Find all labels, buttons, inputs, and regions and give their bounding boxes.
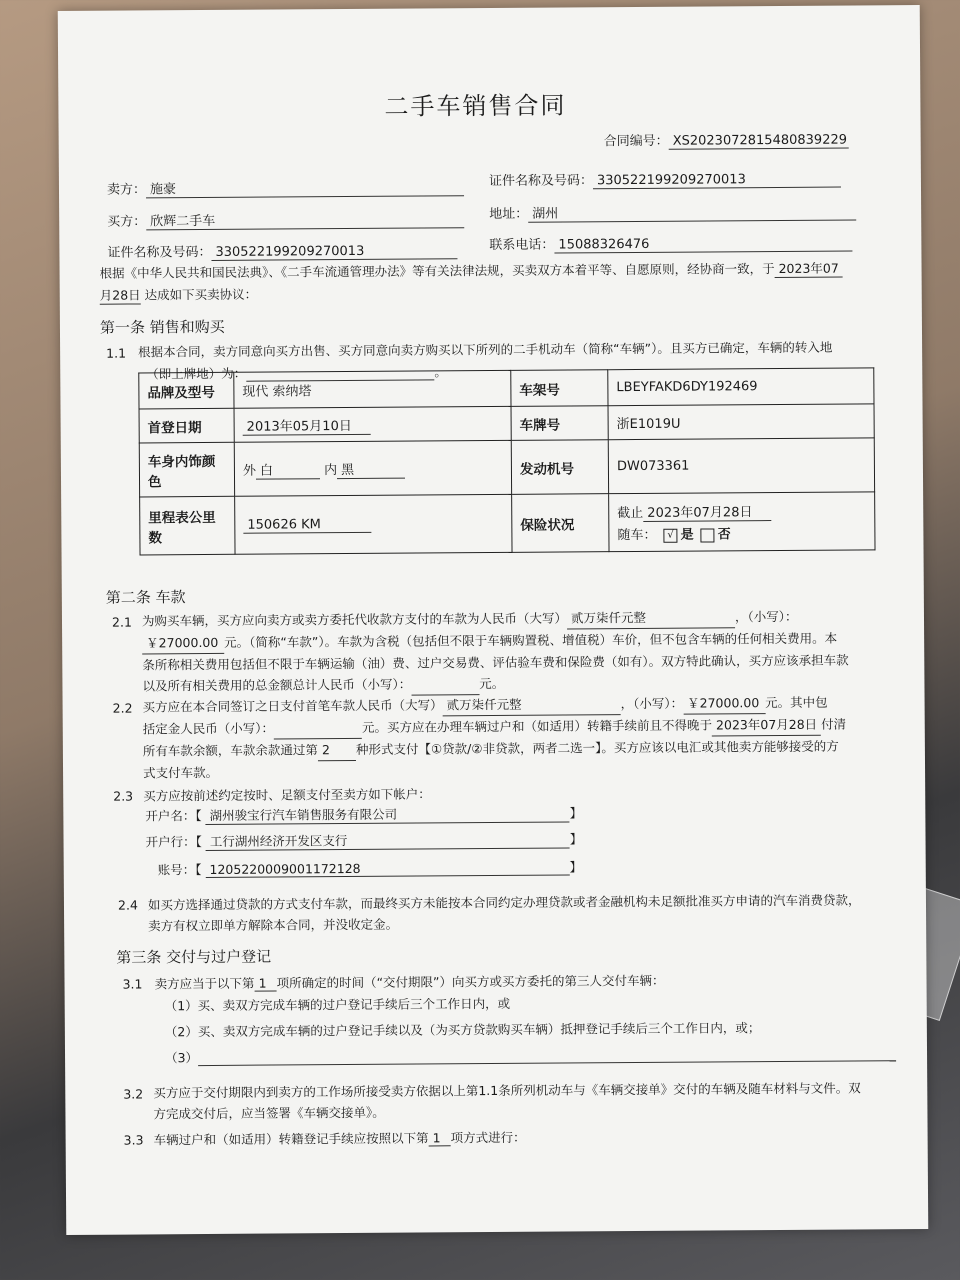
- table-row: [140, 492, 875, 555]
- reg-date-cell: [234, 406, 511, 442]
- p22-amount: ￥27000.00: [683, 692, 765, 715]
- p22-text-i: 式支付车款。: [143, 764, 219, 781]
- p33-text-a: 车辆过户和（如适用）转籍登记手续应按照以下第: [153, 1130, 429, 1148]
- paragraph-2-4: [148, 889, 868, 936]
- account-name-row: [145, 803, 582, 825]
- preamble-date-part1: 2023年07: [775, 259, 843, 278]
- with-car-label: 随车：: [617, 527, 657, 544]
- account-name: 湖州骏宝行汽车销售服务有限公司: [206, 803, 570, 825]
- no-checkbox: [701, 528, 715, 542]
- contract-page: [58, 5, 929, 1235]
- seller-label: 卖方：: [106, 182, 147, 198]
- account-number-row: [158, 857, 582, 878]
- account-bank-label: 开户行：【: [145, 834, 202, 850]
- p22-deadline: 2023年07月28日: [712, 714, 821, 737]
- buyer-name: 欣辉二手车: [146, 208, 464, 230]
- p22-num: 2.2: [112, 700, 133, 716]
- vin-value: LBEYFAKD6DY192469: [608, 368, 874, 406]
- preamble-date-part2: 月28日: [99, 287, 141, 303]
- vehicle-info-table: [138, 367, 875, 555]
- section3-heading: 第三条 交付与过户登记: [116, 947, 272, 967]
- yes-label: 是: [680, 527, 694, 543]
- phone-label: 联系电话：: [489, 237, 555, 254]
- p24-text-b: 卖方有权立即单方解除本合同，并没收定金。: [148, 916, 399, 934]
- p31-text-a: 卖方应当于以下第: [154, 975, 255, 992]
- delivery-option-2: （2）买、卖双方完成车辆的过户登记手续以及（为买方贷款购买车辆）抵押登记手续后三个工作日内，或；: [164, 1020, 761, 1040]
- p33-num: 3.3: [123, 1132, 144, 1148]
- p22-text-d: 括定金人民币（小写）：: [142, 720, 275, 737]
- insurance-until-prefix: 截止: [617, 505, 644, 522]
- color-cell: [234, 440, 511, 496]
- delivery-option-3: [165, 1043, 896, 1066]
- contract-number: [604, 129, 849, 151]
- p24-text-a: 如买方选择通过贷款的方式支付车款，而最终买方未能按本合同约定办理贷款或者金融机构未足额批准买方申请的汽车消费贷款，: [147, 892, 861, 913]
- p32-num: 3.2: [123, 1086, 144, 1102]
- section1-text2-end: 。: [434, 364, 447, 380]
- yes-checkbox: √: [664, 528, 678, 542]
- section2-heading: 第二条 车款: [105, 588, 186, 607]
- section1-heading: 第一条 销售和购买: [99, 317, 225, 337]
- table-row: [139, 404, 874, 443]
- p23-num: 2.3: [113, 788, 134, 804]
- contract-number-label: 合同编号：: [603, 133, 669, 150]
- preamble-line1: [100, 259, 843, 283]
- table-row: [139, 438, 874, 497]
- buyer-id-row: [107, 239, 457, 261]
- mileage-label: 里程表公里数: [140, 496, 235, 555]
- paragraph-3-2: [153, 1077, 873, 1124]
- engine-label: 发动机号: [511, 440, 608, 495]
- phone-row: [489, 231, 852, 254]
- p33-item: 1: [429, 1130, 451, 1146]
- address: 湖州: [528, 200, 856, 222]
- p31-num: 3.1: [122, 976, 143, 992]
- plate-label: 车牌号: [511, 406, 608, 441]
- buyer-id: 330522199209270013: [211, 243, 457, 261]
- insurance-until: 2023年07月28日: [643, 501, 771, 522]
- p21-text-c: 元。（简称“车款”）。车款为含税（包括但不限于车辆购置税、增值税）车价，但不包含车辆的任何相关费用。本: [224, 630, 838, 650]
- insurance-cell: [609, 492, 875, 552]
- p22-text-b: ，（小写）：: [620, 695, 684, 712]
- interior-color: 黑: [337, 458, 405, 478]
- bracket-close: 】: [569, 831, 583, 847]
- seller-id: 330522199209270013: [593, 172, 841, 190]
- buyer-id-label: 证件名称及号码：: [107, 244, 212, 261]
- p32-text-b: 方完成交付后，应当签署《车辆交接单》。: [153, 1104, 385, 1122]
- account-number-label: 账号：【: [157, 862, 202, 878]
- account-bank: 工行湖州经济开发区支行: [206, 829, 570, 851]
- p23-text: 买方应按前述约定按时、足额支付至卖方如下帐户：: [143, 786, 431, 804]
- section1-text2: （即上牌地）为：: [146, 365, 247, 382]
- p31-text: [154, 971, 664, 993]
- p22-text-c: 元。其中包: [765, 694, 828, 711]
- p21-text-e: 以及所有相关费用的总金额总计人民币（小写）：: [142, 676, 412, 694]
- section1-num: 1.1: [106, 345, 127, 361]
- vin-label: 车架号: [511, 370, 608, 407]
- preamble-line2: [100, 285, 258, 305]
- buyer-label: 买方：: [107, 214, 147, 230]
- p21-text-d: 条所称相关费用包括但不限于车辆运输（油）费、过户交易费、评估验车费和保险费（如有）。双方特此确认，买方应该承担车款: [142, 652, 849, 673]
- section1-text1: 根据本合同，卖方同意向买方出售、买方同意向卖方购买以下所列的二手机动车（简称“车辆”）。且买方已确定，车辆的转入地: [138, 339, 833, 360]
- p33-text: [154, 1128, 526, 1149]
- reg-date-label: 首登日期: [139, 408, 234, 443]
- bracket-close: 】: [569, 805, 583, 821]
- p22-text-f: 付清: [821, 716, 847, 732]
- color-label: 车身内饰颜色: [139, 442, 234, 497]
- table-row: [139, 368, 874, 409]
- brand-value: 现代 索纳塔: [234, 370, 511, 408]
- p21-amount-cn: 贰万柒仟元整: [567, 606, 735, 629]
- p22-amount-cn: 贰万柒仟元整: [443, 693, 621, 716]
- no-label: 否: [717, 527, 731, 543]
- account-number: 1205220009001172128: [205, 859, 569, 878]
- p22-text-g: 所有车款余额，车款余款通过第: [142, 742, 318, 759]
- preamble-text2: 达成如下买卖协议：: [144, 286, 258, 303]
- p22-text-h: 种形式支付【①贷款/②非贷款，两者二选一】。买方应该以电汇或其他卖方能够接受的方: [355, 738, 839, 757]
- exterior-color: 白: [256, 459, 320, 479]
- p24-num: 2.4: [117, 897, 138, 913]
- mileage-value: 150626 KM: [243, 516, 371, 533]
- seller-row: [107, 176, 464, 198]
- seller-id-label: 证件名称及号码：: [488, 173, 594, 190]
- p21-text-b: ，（小写）：: [734, 608, 798, 625]
- delivery-option-1: （1）买、卖双方完成车辆的过户登记手续后三个工作日内，或: [164, 995, 511, 1014]
- paragraph-2-2: [143, 691, 864, 783]
- engine-value: DW073361: [608, 438, 874, 494]
- p22-text-e: 元。买方应在办理车辆过户和（如适用）转籍手续前且不得晚于: [361, 717, 713, 735]
- p31-text-b: 项所确定的时间（“交付期限”）向买方或买方委托的第三人交付车辆：: [276, 972, 665, 991]
- account-bank-row: [145, 829, 582, 851]
- p21-amount: ￥27000.00: [142, 632, 224, 655]
- p21-text-f: 元。: [479, 675, 505, 692]
- seller-id-row: [489, 168, 841, 190]
- p21-num: 2.1: [111, 614, 132, 630]
- plate-value: 浙E1019U: [608, 404, 874, 440]
- p33-text-b: 项方式进行：: [450, 1129, 526, 1146]
- reg-date-value: 2013年05月10日: [243, 414, 371, 435]
- mileage-cell: [235, 494, 512, 554]
- address-label: 地址：: [489, 206, 529, 223]
- seller-name: 施豪: [146, 176, 464, 198]
- insurance-label: 保险状况: [512, 494, 609, 553]
- option-3-label: （3）: [164, 1050, 199, 1066]
- preamble-text: 根据《中华人民共和国民法典》、《二手车流通管理办法》等有关法律法规，买卖双方本着平等、自愿原则，经协商一致，于: [99, 261, 775, 281]
- p22-text-a: 买方应在本合同签订之日支付首笔车款人民币（大写）: [142, 697, 443, 715]
- paragraph-2-1: [142, 605, 863, 697]
- account-name-label: 开户名：【: [145, 808, 202, 824]
- address-row: [489, 200, 856, 223]
- phone: 15088326476: [554, 235, 852, 253]
- brand-label: 品牌及型号: [139, 372, 234, 409]
- p32-text-a: 买方应于交付期限内到卖方的工作场所接受卖方依据以上第1.1条所列机动车与《车辆交接单》交付的车辆及随车材料与文件。双: [153, 1080, 861, 1101]
- document-title: 二手车销售合同: [384, 91, 567, 121]
- p21-text-a: 为购买车辆，买方应向卖方或卖方委托代收款方支付的车款为人民币（大写）: [141, 610, 568, 629]
- p31-item: 1: [254, 976, 276, 992]
- bracket-close: 】: [569, 859, 583, 875]
- exterior-prefix: 外: [242, 463, 257, 479]
- contract-number-value: XS2023072815480839229: [669, 133, 849, 150]
- buyer-row: [107, 208, 464, 230]
- interior-prefix: 内: [324, 462, 338, 478]
- p22-method: 2: [318, 739, 356, 761]
